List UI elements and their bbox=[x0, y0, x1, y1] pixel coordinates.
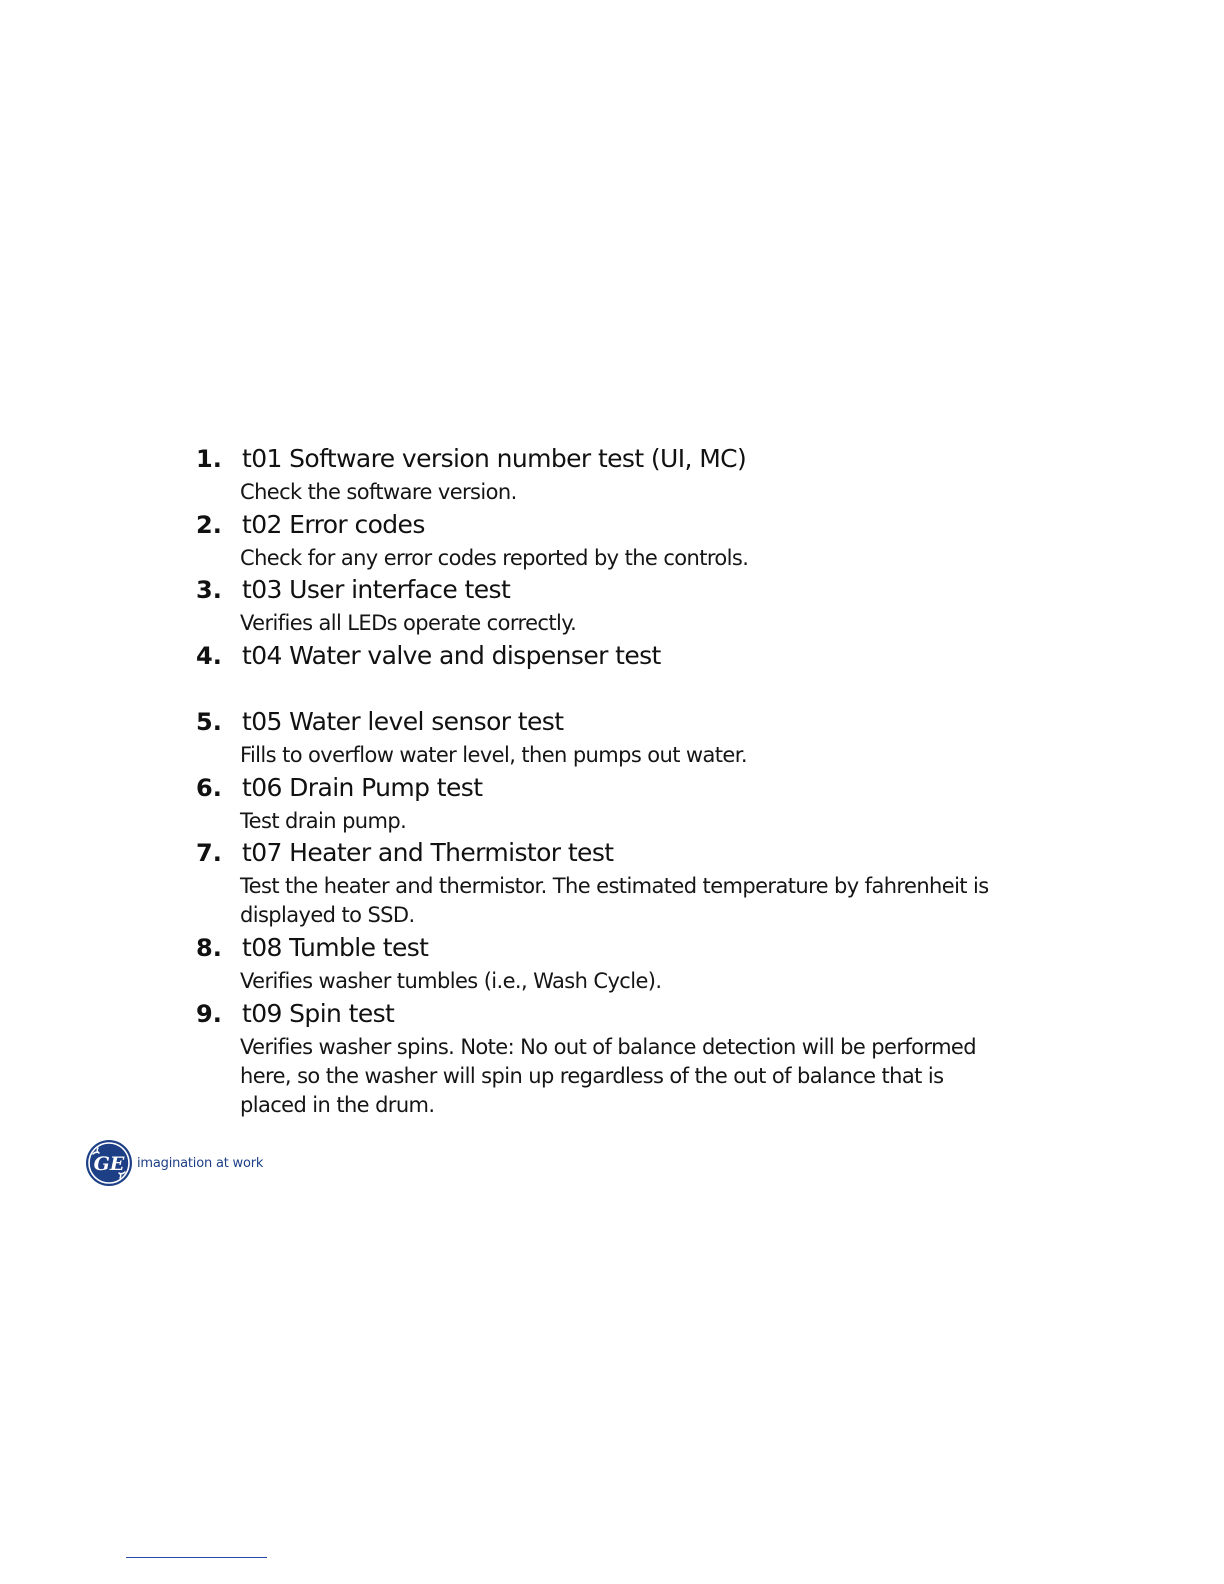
test-item-t09 bbox=[196, 999, 1016, 1120]
ge-monogram-text: GE bbox=[93, 1153, 125, 1175]
test-title: t07 Heater and Thermistor test bbox=[242, 838, 614, 867]
ge-logo bbox=[85, 1139, 263, 1187]
test-title: t02 Error codes bbox=[242, 510, 425, 539]
test-title: t03 User interface test bbox=[242, 575, 511, 604]
test-title: t09 Spin test bbox=[242, 999, 395, 1028]
test-item-t04 bbox=[196, 641, 1016, 675]
test-number: 3. bbox=[196, 576, 222, 604]
test-title: t05 Water level sensor test bbox=[242, 707, 564, 736]
test-description: Fills to overflow water level, then pumps out water. bbox=[240, 743, 747, 767]
test-description: Check for any error codes reported by the controls. bbox=[240, 546, 749, 570]
test-title: t08 Tumble test bbox=[242, 933, 429, 962]
test-number: 4. bbox=[196, 642, 222, 670]
test-title: t04 Water valve and dispenser test bbox=[242, 641, 661, 670]
footnote-divider bbox=[126, 1557, 267, 1558]
test-title: t01 Software version number test (UI, MC) bbox=[242, 444, 747, 473]
test-description: Verifies washer spins. Note: No out of balance detection will be performed here, so the washer will spin up regardless of the out of balance that is placed in the drum. bbox=[240, 1035, 976, 1117]
logo-tagline: imagination at work bbox=[137, 1155, 264, 1171]
test-title: t06 Drain Pump test bbox=[242, 773, 483, 802]
test-item-t05 bbox=[196, 707, 1016, 770]
test-number: 2. bbox=[196, 511, 222, 539]
test-description: Verifies washer tumbles (i.e., Wash Cycle). bbox=[240, 969, 662, 993]
test-number: 1. bbox=[196, 445, 222, 473]
test-description: Check the software version. bbox=[240, 480, 517, 504]
test-number: 9. bbox=[196, 1000, 222, 1028]
test-item-t02 bbox=[196, 510, 1016, 573]
test-description: Test drain pump. bbox=[240, 809, 407, 833]
test-item-t08 bbox=[196, 933, 1016, 996]
test-description: Test the heater and thermistor. The estimated temperature by fahrenheit is displayed to SSD. bbox=[240, 874, 989, 927]
test-item-t07 bbox=[196, 838, 1016, 930]
test-item-t06 bbox=[196, 773, 1016, 836]
test-item-t03 bbox=[196, 575, 1016, 638]
test-description: Verifies all LEDs operate correctly. bbox=[240, 611, 577, 635]
test-item-t01 bbox=[196, 444, 1016, 507]
test-number: 8. bbox=[196, 934, 222, 962]
test-number: 7. bbox=[196, 839, 222, 867]
test-number: 6. bbox=[196, 774, 222, 802]
ge-monogram-icon bbox=[85, 1139, 133, 1187]
test-number: 5. bbox=[196, 708, 222, 736]
